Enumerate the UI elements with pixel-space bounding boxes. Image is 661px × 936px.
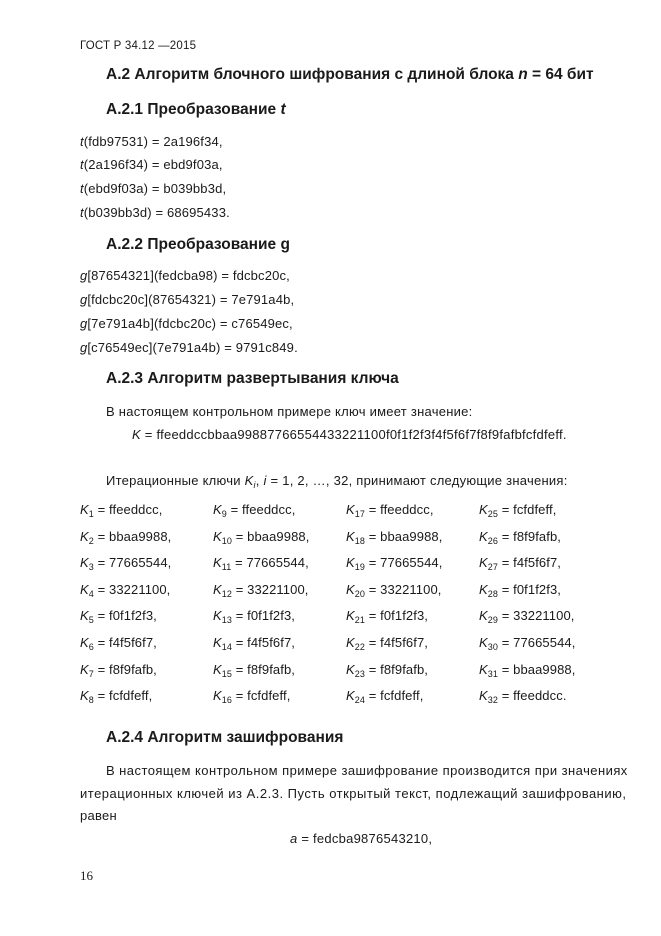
round-key-var: K: [80, 635, 89, 650]
round-key-var: K: [479, 688, 488, 704]
formula-function: g: [80, 268, 88, 283]
round-key-cell: [213, 635, 295, 650]
heading-a21-var: t: [280, 101, 286, 118]
round-key-value: = f8f9fafb,: [93, 661, 157, 677]
round-key-cell: [346, 635, 428, 650]
round-key-value: = 33221100,: [93, 581, 171, 597]
round-key-value: = f0f1f2f3,: [365, 608, 428, 624]
a24-paragraph-line3: равен: [80, 808, 117, 823]
round-key-index: 17: [354, 509, 365, 519]
round-key-cell: [479, 635, 575, 650]
formula-expression: [7e791a4b](fdcbc20c) = c76549ec,: [87, 316, 293, 331]
round-key-var: K: [80, 608, 89, 624]
round-key-cell: [346, 502, 434, 517]
round-key-value: = f0f1f2f3,: [93, 608, 157, 624]
round-key-value: = ffeeddcc,: [93, 502, 163, 517]
round-key-var: K: [479, 661, 488, 677]
heading-a23: А.2.3 Алгоритм развертывания ключа: [106, 370, 399, 387]
formula-line: [80, 268, 290, 283]
round-key-value: = bbaa9988,: [232, 528, 310, 544]
round-key-cell: [213, 529, 309, 544]
round-key-cell: [479, 582, 561, 597]
round-key-cell: [213, 608, 295, 626]
formula-function: t: [80, 181, 84, 196]
round-key-cell: [479, 608, 575, 626]
round-key-cell: [346, 529, 442, 544]
round-key-cell: [479, 555, 561, 573]
iter-prefix: Итерационные ключи: [106, 473, 245, 488]
round-key-var: K: [213, 528, 222, 544]
round-key-index: 7: [88, 668, 94, 679]
round-key-var: K: [213, 581, 222, 597]
round-key-cell: [213, 662, 295, 677]
round-key-index: 13: [221, 615, 232, 626]
formula-expression: (2a196f34) = ebd9f03a,: [83, 157, 223, 172]
key-var: K: [132, 427, 141, 442]
round-key-cell: [213, 688, 291, 706]
document-header-standard: ГОСТ Р 34.12 —2015: [80, 40, 197, 52]
round-key-index: 9: [221, 509, 227, 519]
round-key-var: K: [479, 555, 488, 571]
round-key-var: K: [479, 528, 488, 544]
round-key-value: = 33221100,: [232, 581, 309, 597]
round-key-cell: [346, 688, 424, 706]
round-key-index: 4: [88, 588, 94, 599]
round-key-cell: [80, 555, 172, 573]
round-key-value: = bbaa9988,: [93, 528, 172, 544]
round-key-var: K: [80, 581, 89, 597]
formula-expression: [fdcbc20c](87654321) = 7e791a4b,: [87, 292, 295, 307]
formula-line: [80, 205, 230, 220]
a24-paragraph-line1: В настоящем контрольном примере зашифрование производится при значениях: [106, 763, 628, 778]
round-key-index: 21: [354, 615, 365, 626]
iter-var2: i: [263, 473, 267, 488]
round-key-value: = 33221100,: [365, 581, 442, 597]
a23-key-line: [132, 427, 567, 442]
iter-sub: i: [253, 480, 256, 490]
a23-iter-line: [106, 473, 568, 488]
round-key-value: = bbaa9988,: [365, 528, 443, 544]
round-key-var: K: [479, 502, 488, 517]
round-key-index: 1: [88, 509, 94, 519]
formula-line: [80, 134, 223, 149]
round-key-var: K: [346, 581, 355, 597]
round-key-index: 23: [354, 668, 365, 679]
round-key-cell: [479, 688, 567, 706]
round-key-cell: [346, 608, 428, 626]
heading-a22: А.2.2 Преобразование g: [106, 236, 290, 253]
round-key-index: 6: [88, 642, 94, 652]
round-key-index: 10: [221, 535, 232, 546]
round-key-value: = 33221100,: [498, 608, 575, 624]
round-key-cell: [80, 502, 162, 517]
round-key-cell: [80, 582, 170, 597]
round-key-index: 18: [354, 535, 365, 546]
round-key-cell: [479, 662, 575, 677]
heading-a2-prefix: А.2 Алгоритм блочного шифрования с длиной блока: [106, 66, 519, 83]
round-key-cell: [80, 662, 157, 677]
round-key-index: 16: [221, 695, 232, 706]
plaintext-var: a: [290, 831, 298, 846]
formula-line: [80, 340, 298, 355]
heading-a2: [106, 66, 594, 84]
formula-expression: (fdb97531) = 2a196f34,: [83, 134, 223, 149]
round-key-index: 25: [487, 509, 498, 519]
formula-expression: [87654321](fedcba98) = fdcbc20c,: [87, 268, 290, 283]
round-key-cell: [213, 555, 309, 573]
round-key-var: K: [346, 661, 355, 677]
round-key-value: = f4f5f6f7,: [498, 555, 561, 571]
iter-suffix: = 1, 2, …, 32, принимают следующие значения:: [266, 473, 568, 488]
round-key-index: 12: [221, 588, 232, 599]
key-value: = ffeeddccbbaa99887766554433221100f0f1f2f3f4f5f6f7f8f9fafbfcfdfeff.: [140, 427, 567, 442]
round-key-value: = f0f1f2f3,: [498, 581, 561, 597]
round-key-index: 14: [221, 642, 232, 652]
formula-line: [80, 181, 226, 196]
round-key-cell: [80, 635, 157, 650]
round-key-var: K: [479, 581, 488, 597]
round-key-cell: [80, 608, 157, 626]
round-key-index: 5: [88, 615, 94, 626]
round-key-index: 27: [487, 562, 498, 573]
round-key-var: K: [346, 502, 355, 517]
round-key-index: 29: [487, 615, 498, 626]
formula-function: g: [80, 316, 88, 331]
round-key-var: K: [479, 608, 488, 624]
round-key-cell: [346, 582, 442, 597]
round-key-var: K: [346, 688, 355, 704]
round-key-value: = f8f9fafb,: [498, 528, 561, 544]
round-key-var: K: [80, 661, 89, 677]
round-key-value: = f4f5f6f7,: [232, 635, 295, 650]
round-key-index: 32: [487, 695, 498, 706]
round-key-index: 19: [354, 562, 365, 573]
round-key-var: K: [80, 555, 89, 571]
round-key-cell: [479, 529, 561, 544]
round-key-value: = 77665544,: [365, 555, 443, 571]
round-key-index: 11: [221, 562, 232, 573]
round-key-cell: [80, 688, 153, 706]
formula-line: [80, 292, 294, 307]
formula-expression: [c76549ec](7e791a4b) = 9791c849.: [87, 340, 298, 355]
iter-sep: ,: [255, 473, 264, 488]
round-key-value: = fcfdfeff,: [365, 688, 424, 704]
plaintext-line: [290, 831, 432, 846]
round-key-cell: [80, 529, 171, 544]
formula-function: t: [80, 134, 84, 149]
round-key-index: 15: [221, 668, 232, 679]
formula-function: t: [80, 157, 84, 172]
round-key-var: K: [213, 502, 222, 517]
round-key-index: 20: [354, 588, 365, 599]
formula-line: [80, 316, 293, 331]
round-key-var: K: [213, 661, 222, 677]
heading-a21: [106, 101, 286, 119]
round-key-var: K: [213, 608, 222, 624]
formula-function: g: [80, 340, 88, 355]
round-key-value: = bbaa9988,: [498, 661, 576, 677]
formula-function: g: [80, 292, 88, 307]
round-key-var: K: [213, 635, 222, 650]
round-key-value: = f0f1f2f3,: [232, 608, 295, 624]
formula-expression: (b039bb3d) = 68695433.: [83, 205, 230, 220]
round-key-value: = f4f5f6f7,: [93, 635, 157, 650]
heading-a21-prefix: А.2.1 Преобразование: [106, 101, 281, 118]
round-key-var: K: [213, 555, 222, 571]
round-key-var: K: [80, 688, 89, 704]
round-key-index: 8: [88, 695, 94, 706]
round-key-value: = ffeeddcc.: [498, 688, 567, 704]
round-key-index: 22: [354, 642, 365, 652]
round-key-cell: [213, 502, 295, 517]
round-key-var: K: [346, 555, 355, 571]
formula-function: t: [80, 205, 84, 220]
round-key-var: K: [479, 635, 488, 650]
page-number: 16: [80, 868, 93, 883]
formula-expression: (ebd9f03a) = b039bb3d,: [83, 181, 227, 196]
a24-paragraph-line2: итерационных ключей из А.2.3. Пусть открытый текст, подлежащий зашифрованию,: [80, 786, 627, 801]
heading-a24: А.2.4 Алгоритм зашифрования: [106, 729, 344, 746]
round-key-value: = f8f9fafb,: [232, 661, 295, 677]
round-key-value: = ffeeddcc,: [226, 502, 296, 517]
formula-line: [80, 157, 223, 172]
round-key-var: K: [346, 635, 355, 650]
iter-var: K: [244, 473, 254, 488]
round-key-value: = fcfdfeff,: [498, 502, 557, 517]
round-key-value: = ffeeddcc,: [365, 502, 434, 517]
round-key-index: 2: [88, 535, 94, 546]
round-key-var: K: [346, 528, 355, 544]
round-key-cell: [346, 555, 443, 573]
heading-a2-suffix: = 64 бит: [527, 66, 594, 83]
round-key-var: K: [346, 608, 355, 624]
round-key-index: 26: [487, 535, 498, 546]
round-key-value: = 77665544,: [93, 555, 172, 571]
round-key-var: K: [213, 688, 222, 704]
heading-a2-var: n: [518, 66, 528, 83]
round-key-index: 28: [487, 588, 498, 599]
round-key-var: K: [80, 502, 89, 517]
round-key-cell: [479, 502, 556, 517]
round-key-value: = f8f9fafb,: [365, 661, 428, 677]
round-key-index: 31: [487, 668, 498, 679]
round-key-var: K: [80, 528, 89, 544]
round-key-index: 24: [354, 695, 365, 706]
round-key-value: = f4f5f6f7,: [365, 635, 428, 650]
round-key-index: 3: [88, 562, 94, 573]
round-key-value: = fcfdfeff,: [232, 688, 291, 704]
plaintext-value: = fedcba9876543210,: [297, 831, 433, 846]
round-key-cell: [346, 662, 428, 677]
round-key-index: 30: [487, 642, 498, 652]
round-key-value: = 77665544,: [231, 555, 309, 571]
round-key-value: = fcfdfeff,: [93, 688, 153, 704]
round-key-cell: [213, 582, 309, 597]
round-key-value: = 77665544,: [498, 635, 576, 650]
a23-intro: В настоящем контрольном примере ключ имеет значение:: [106, 404, 473, 419]
